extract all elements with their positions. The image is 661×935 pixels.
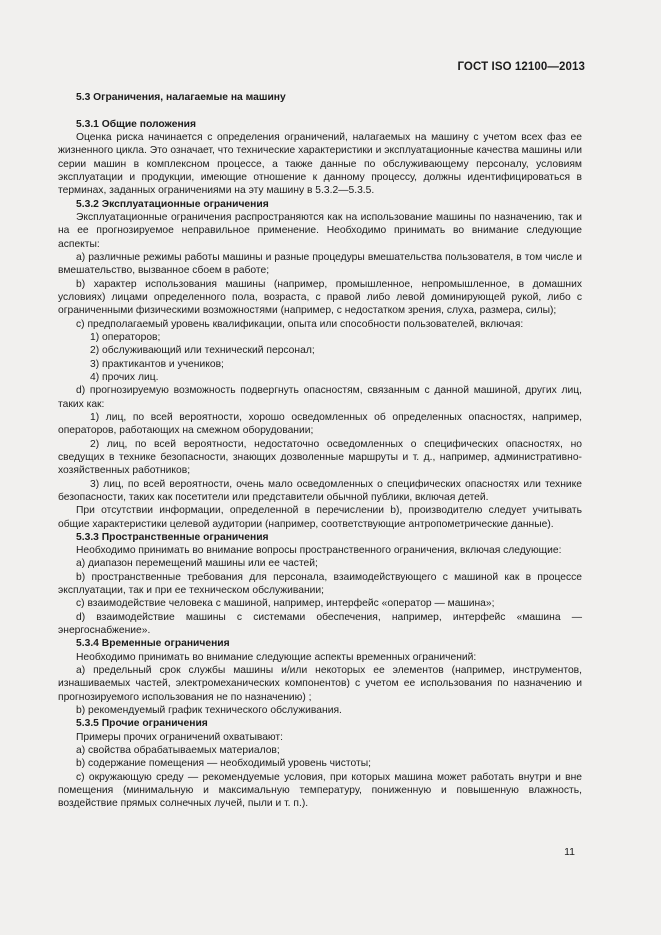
section-heading: 5.3.2 Эксплуатационные ограничения xyxy=(76,198,269,210)
body-paragraph: Примеры прочих ограничений охватывают: xyxy=(76,731,284,743)
body-paragraph: b) рекомендуемый график технического обслуживания. xyxy=(76,705,342,717)
body-paragraph: 2) обслуживающий или технический персонал; xyxy=(90,345,315,357)
body-paragraph: Необходимо принимать во внимание вопросы пространственного ограничения, включая следующие: xyxy=(76,545,562,557)
body-paragraph: b) пространственные требования для персонала, взаимодействующего с машиной как в процессе эксплуатации, так и при ее техническом обслуживании; xyxy=(58,571,582,597)
section-heading: 5.3 Ограничения, налагаемые на машину xyxy=(76,92,286,103)
section-heading: 5.3.1 Общие положения xyxy=(76,118,196,130)
section-heading: 5.3.5 Прочие ограничения xyxy=(76,718,208,730)
page-number: 11 xyxy=(564,846,575,858)
document-header: ГОСТ ISO 12100—2013 xyxy=(457,61,585,73)
body-paragraph: 1) операторов; xyxy=(90,331,161,343)
body-paragraph: 2) лиц, по всей вероятности, недостаточно осведомленных о специфических опасностях, но сведущих в технике безопасности, знающих дозволенные маршруты и т. д., например, административно-хозяйственных работников; xyxy=(58,438,582,477)
body-paragraph: Оценка риска начинается с определения ограничений, налагаемых на машину с учетом всех фаз ее жизненного цикла. Это означает, что технические характеристики и эксплуатационные качества машины или серии машин в комплексном процессе, а также данные по обслуживающему персоналу, условиям эксплуатации и продукции, имеющие отношение к данному процессу, должны идентифицироваться в терминах, заданных ограничениями на эту машину в 5.3.2—5.3.5. xyxy=(58,131,582,197)
body-paragraph: а) свойства обрабатываемых материалов; xyxy=(76,745,280,757)
body-paragraph: а) предельный срок службы машины и/или некоторых ее элементов (например, инструментов, изнашиваемых частей, электромеханических компонентов) с учетом ее использования по назначению и прогнозируемого использования не по назначению) ; xyxy=(58,665,582,703)
body-paragraph: При отсутствии информации, определенной в перечислении b), производителю следует учитывать общие характеристики целевой аудитории (например, соответствующие антропометрические данные). xyxy=(58,505,582,530)
body-paragraph: Эксплуатационные ограничения распространяются как на использование машины по назначению, так и на ее прогнозируемое неправильное применение. Необходимо принимать во внимание следующие аспекты: xyxy=(58,211,582,250)
body-paragraph: d) взаимодействие машины с системами обеспечения, например, интерфейс «машина — энергоснабжение». xyxy=(58,611,582,637)
body-paragraph: 4) прочих лиц. xyxy=(90,371,159,383)
body-paragraph: с) предполагаемый уровень квалификации, опыта или способности пользователей, включая: xyxy=(76,318,524,330)
body-paragraph: 3) практикантов и учеников; xyxy=(90,358,224,370)
body-paragraph: b) содержание помещения — необходимый уровень чистоты; xyxy=(76,758,372,770)
body-paragraph: с) взаимодействие человека с машиной, например, интерфейс «оператор — машина»; xyxy=(76,598,495,610)
document-body xyxy=(58,91,582,811)
body-paragraph: Необходимо принимать во внимание следующие аспекты временных ограничений: xyxy=(76,651,477,663)
body-paragraph: а) диапазон перемещений машины или ее частей; xyxy=(76,558,318,570)
section-heading: 5.3.3 Пространственные ограничения xyxy=(76,531,269,543)
body-paragraph: с) окружающую среду — рекомендуемые условия, при которых машина может работать внутри и вне помещения (минимальную и максимальную температуру, пониженную и повышенную влажность, воздействие прямых солнечных лучей, пыли и т. п.). xyxy=(58,771,582,810)
body-paragraph: 3) лиц, по всей вероятности, очень мало осведомленных о специфических опасностях или технике безопасности, таких как посетители или представители обычной публики, включая детей. xyxy=(58,478,582,503)
body-paragraph: d) прогнозируемую возможность подвергнуть опасностям, связанным с данной машиной, других лиц, таких как: xyxy=(58,385,582,410)
section-heading: 5.3.4 Временные ограничения xyxy=(76,638,230,650)
body-paragraph: 1) лиц, по всей вероятности, хорошо осведомленных об определенных опасностях, например, операторов, работающих на смежном оборудовании; xyxy=(58,411,582,437)
body-paragraph: b) характер использования машины (например, промышленное, непромышленное, в домашних условиях) лицами определенного пола, возраста, с правой либо левой доминирующей рукой, либо с ограниченными физическими возможностями (например, с недостатком зрения, слуха, размера, силы); xyxy=(58,278,582,317)
body-paragraph: а) различные режимы работы машины и разные процедуры вмешательства пользователя, в том числе и вмешательство, вызванное сбоем в работе; xyxy=(58,251,582,277)
